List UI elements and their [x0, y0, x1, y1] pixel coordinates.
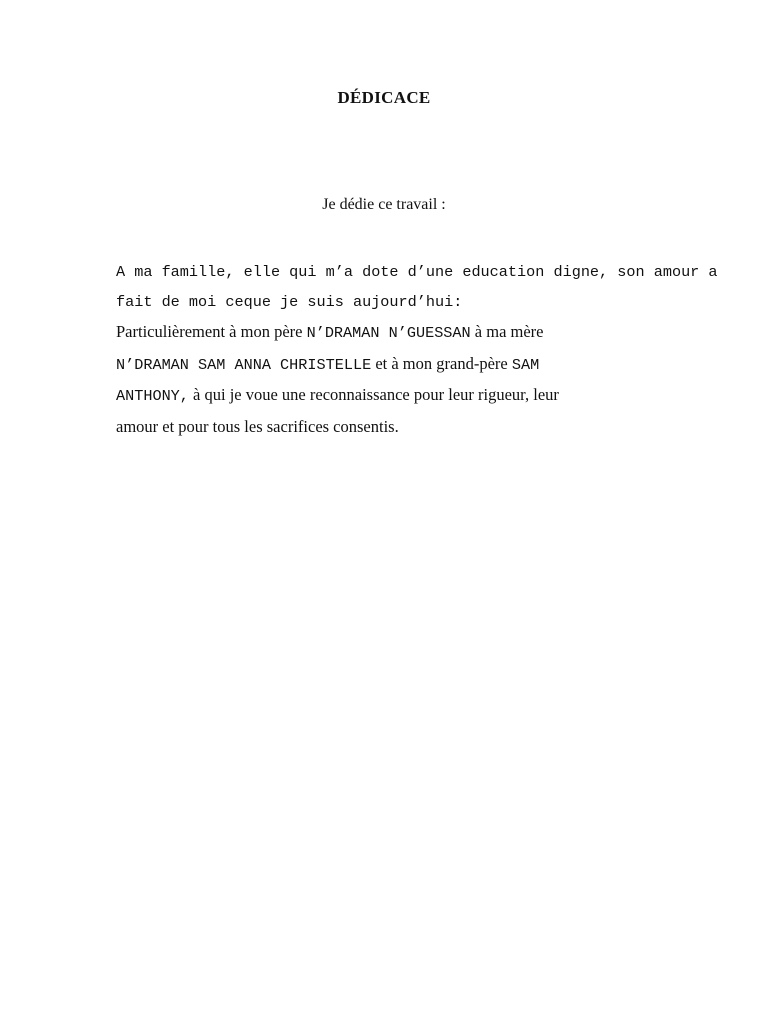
paragraph-line-3-start: Particulièrement à mon père	[116, 322, 307, 341]
grandfather-name-end: ANTHONY,	[116, 387, 189, 405]
paragraph-line-4	[116, 349, 676, 381]
page-title: DÉDICACE	[337, 88, 431, 107]
paragraph-line-4-middle: et à mon grand-père	[371, 353, 512, 373]
paragraph-line-3-end: à ma mère	[470, 322, 544, 341]
grandfather-name-start: SAM	[511, 355, 540, 374]
paragraph-line-3	[116, 317, 676, 349]
paragraph-line-1: A ma famille, elle qui m’a dote d’une education digne, son amour a	[116, 263, 718, 281]
paragraph-line-5	[116, 380, 676, 412]
paragraph-line-6: amour et pour tous les sacrifices consentis.	[116, 416, 399, 436]
dedication-paragraph	[116, 258, 718, 441]
paragraph-line-5-rest: à qui je voue une reconnaissance pour leur rigueur, leur	[188, 385, 559, 404]
mother-name: N’DRAMAN SAM ANNA CHRISTELLE	[116, 355, 372, 374]
dedication-intro: Je dédie ce travail :	[322, 196, 446, 213]
paragraph-line-2: fait de moi ceque je suis aujourd’hui:	[116, 292, 463, 311]
father-name: N’DRAMAN N’GUESSAN	[306, 324, 471, 342]
